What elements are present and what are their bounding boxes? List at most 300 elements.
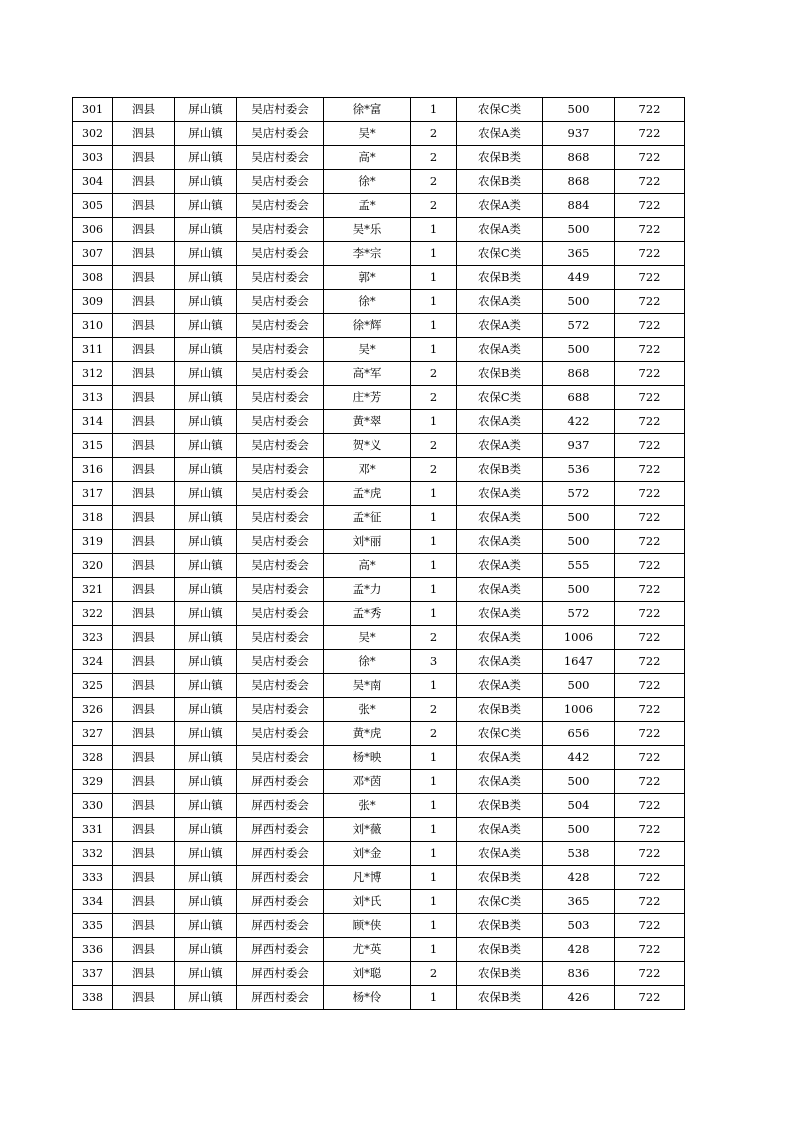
person-name-cell: 孟* <box>324 194 411 218</box>
insurance-category-cell: 农保A类 <box>457 218 543 242</box>
village-committee-cell: 屏西村委会 <box>237 842 324 866</box>
village-committee-cell: 屏西村委会 <box>237 794 324 818</box>
village-committee-cell: 吴店村委会 <box>237 362 324 386</box>
insurance-category-cell: 农保A类 <box>457 122 543 146</box>
standard-cell: 722 <box>615 242 685 266</box>
standard-cell: 722 <box>615 314 685 338</box>
standard-cell: 722 <box>615 770 685 794</box>
village-committee-cell: 吴店村委会 <box>237 506 324 530</box>
town-cell: 屏山镇 <box>175 650 237 674</box>
county-cell: 泗县 <box>113 194 175 218</box>
amount-cell: 428 <box>543 938 615 962</box>
household-size-cell: 1 <box>411 338 457 362</box>
village-committee-cell: 吴店村委会 <box>237 530 324 554</box>
table-row <box>73 458 685 482</box>
person-name-cell: 孟*力 <box>324 578 411 602</box>
insurance-category-cell: 农保A类 <box>457 314 543 338</box>
standard-cell: 722 <box>615 194 685 218</box>
county-cell: 泗县 <box>113 218 175 242</box>
town-cell: 屏山镇 <box>175 698 237 722</box>
standard-cell: 722 <box>615 698 685 722</box>
person-name-cell: 杨*伶 <box>324 986 411 1010</box>
row-number-cell: 306 <box>73 218 113 242</box>
table-body <box>73 98 685 1010</box>
household-size-cell: 1 <box>411 866 457 890</box>
row-number-cell: 304 <box>73 170 113 194</box>
person-name-cell: 刘*氏 <box>324 890 411 914</box>
person-name-cell: 杨*映 <box>324 746 411 770</box>
county-cell: 泗县 <box>113 98 175 122</box>
county-cell: 泗县 <box>113 986 175 1010</box>
town-cell: 屏山镇 <box>175 122 237 146</box>
village-committee-cell: 吴店村委会 <box>237 698 324 722</box>
insurance-category-cell: 农保C类 <box>457 722 543 746</box>
table-row <box>73 530 685 554</box>
household-size-cell: 1 <box>411 410 457 434</box>
standard-cell: 722 <box>615 98 685 122</box>
county-cell: 泗县 <box>113 506 175 530</box>
household-size-cell: 3 <box>411 650 457 674</box>
town-cell: 屏山镇 <box>175 338 237 362</box>
town-cell: 屏山镇 <box>175 770 237 794</box>
person-name-cell: 孟*秀 <box>324 602 411 626</box>
row-number-cell: 326 <box>73 698 113 722</box>
table-row <box>73 98 685 122</box>
amount-cell: 442 <box>543 746 615 770</box>
amount-cell: 500 <box>543 506 615 530</box>
standard-cell: 722 <box>615 626 685 650</box>
town-cell: 屏山镇 <box>175 314 237 338</box>
table-row <box>73 242 685 266</box>
household-size-cell: 1 <box>411 290 457 314</box>
village-committee-cell: 屏西村委会 <box>237 938 324 962</box>
village-committee-cell: 吴店村委会 <box>237 122 324 146</box>
town-cell: 屏山镇 <box>175 170 237 194</box>
town-cell: 屏山镇 <box>175 722 237 746</box>
amount-cell: 868 <box>543 146 615 170</box>
village-committee-cell: 吴店村委会 <box>237 146 324 170</box>
village-committee-cell: 吴店村委会 <box>237 194 324 218</box>
town-cell: 屏山镇 <box>175 938 237 962</box>
village-committee-cell: 吴店村委会 <box>237 386 324 410</box>
person-name-cell: 孟*征 <box>324 506 411 530</box>
insurance-category-cell: 农保C类 <box>457 386 543 410</box>
household-size-cell: 1 <box>411 578 457 602</box>
amount-cell: 365 <box>543 890 615 914</box>
person-name-cell: 吴* <box>324 626 411 650</box>
standard-cell: 722 <box>615 986 685 1010</box>
village-committee-cell: 吴店村委会 <box>237 626 324 650</box>
town-cell: 屏山镇 <box>175 746 237 770</box>
row-number-cell: 308 <box>73 266 113 290</box>
town-cell: 屏山镇 <box>175 602 237 626</box>
row-number-cell: 334 <box>73 890 113 914</box>
insurance-category-cell: 农保C类 <box>457 242 543 266</box>
county-cell: 泗县 <box>113 122 175 146</box>
person-name-cell: 邓* <box>324 458 411 482</box>
amount-cell: 536 <box>543 458 615 482</box>
town-cell: 屏山镇 <box>175 218 237 242</box>
table-row <box>73 170 685 194</box>
table-row <box>73 938 685 962</box>
county-cell: 泗县 <box>113 818 175 842</box>
county-cell: 泗县 <box>113 290 175 314</box>
insurance-category-cell: 农保B类 <box>457 698 543 722</box>
row-number-cell: 328 <box>73 746 113 770</box>
table-row <box>73 602 685 626</box>
town-cell: 屏山镇 <box>175 146 237 170</box>
amount-cell: 500 <box>543 818 615 842</box>
table-row <box>73 962 685 986</box>
standard-cell: 722 <box>615 410 685 434</box>
household-size-cell: 1 <box>411 986 457 1010</box>
household-size-cell: 1 <box>411 218 457 242</box>
county-cell: 泗县 <box>113 722 175 746</box>
household-size-cell: 1 <box>411 506 457 530</box>
insurance-category-cell: 农保A类 <box>457 770 543 794</box>
town-cell: 屏山镇 <box>175 890 237 914</box>
table-row <box>73 914 685 938</box>
amount-cell: 1647 <box>543 650 615 674</box>
row-number-cell: 313 <box>73 386 113 410</box>
county-cell: 泗县 <box>113 770 175 794</box>
insurance-category-cell: 农保B类 <box>457 914 543 938</box>
household-size-cell: 1 <box>411 266 457 290</box>
town-cell: 屏山镇 <box>175 506 237 530</box>
table-row <box>73 146 685 170</box>
village-committee-cell: 吴店村委会 <box>237 266 324 290</box>
table-row <box>73 818 685 842</box>
household-size-cell: 1 <box>411 794 457 818</box>
standard-cell: 722 <box>615 650 685 674</box>
county-cell: 泗县 <box>113 410 175 434</box>
town-cell: 屏山镇 <box>175 458 237 482</box>
standard-cell: 722 <box>615 530 685 554</box>
insurance-category-cell: 农保A类 <box>457 554 543 578</box>
person-name-cell: 吴*南 <box>324 674 411 698</box>
county-cell: 泗县 <box>113 578 175 602</box>
amount-cell: 1006 <box>543 698 615 722</box>
person-name-cell: 刘*薇 <box>324 818 411 842</box>
county-cell: 泗县 <box>113 962 175 986</box>
village-committee-cell: 屏西村委会 <box>237 914 324 938</box>
person-name-cell: 徐*辉 <box>324 314 411 338</box>
town-cell: 屏山镇 <box>175 362 237 386</box>
amount-cell: 449 <box>543 266 615 290</box>
row-number-cell: 301 <box>73 98 113 122</box>
row-number-cell: 317 <box>73 482 113 506</box>
table-row <box>73 506 685 530</box>
household-size-cell: 1 <box>411 818 457 842</box>
standard-cell: 722 <box>615 362 685 386</box>
standard-cell: 722 <box>615 842 685 866</box>
person-name-cell: 吴*乐 <box>324 218 411 242</box>
table-row <box>73 362 685 386</box>
village-committee-cell: 吴店村委会 <box>237 338 324 362</box>
standard-cell: 722 <box>615 794 685 818</box>
household-size-cell: 2 <box>411 458 457 482</box>
village-committee-cell: 吴店村委会 <box>237 650 324 674</box>
household-size-cell: 1 <box>411 314 457 338</box>
town-cell: 屏山镇 <box>175 986 237 1010</box>
standard-cell: 722 <box>615 866 685 890</box>
person-name-cell: 凡*博 <box>324 866 411 890</box>
amount-cell: 688 <box>543 386 615 410</box>
town-cell: 屏山镇 <box>175 98 237 122</box>
insurance-category-cell: 农保A类 <box>457 818 543 842</box>
person-name-cell: 黄*虎 <box>324 722 411 746</box>
insurance-category-cell: 农保A类 <box>457 410 543 434</box>
row-number-cell: 322 <box>73 602 113 626</box>
household-size-cell: 2 <box>411 698 457 722</box>
table-row <box>73 698 685 722</box>
insurance-category-cell: 农保B类 <box>457 866 543 890</box>
table-row <box>73 554 685 578</box>
household-size-cell: 2 <box>411 194 457 218</box>
county-cell: 泗县 <box>113 938 175 962</box>
standard-cell: 722 <box>615 746 685 770</box>
table-row <box>73 218 685 242</box>
village-committee-cell: 吴店村委会 <box>237 674 324 698</box>
row-number-cell: 314 <box>73 410 113 434</box>
amount-cell: 572 <box>543 482 615 506</box>
household-size-cell: 1 <box>411 602 457 626</box>
amount-cell: 422 <box>543 410 615 434</box>
household-size-cell: 1 <box>411 482 457 506</box>
amount-cell: 500 <box>543 290 615 314</box>
household-size-cell: 1 <box>411 530 457 554</box>
row-number-cell: 324 <box>73 650 113 674</box>
person-name-cell: 徐* <box>324 170 411 194</box>
village-committee-cell: 吴店村委会 <box>237 242 324 266</box>
county-cell: 泗县 <box>113 242 175 266</box>
town-cell: 屏山镇 <box>175 962 237 986</box>
row-number-cell: 333 <box>73 866 113 890</box>
table-row <box>73 842 685 866</box>
town-cell: 屏山镇 <box>175 386 237 410</box>
row-number-cell: 305 <box>73 194 113 218</box>
town-cell: 屏山镇 <box>175 530 237 554</box>
amount-cell: 868 <box>543 362 615 386</box>
household-size-cell: 2 <box>411 626 457 650</box>
person-name-cell: 邓*茵 <box>324 770 411 794</box>
person-name-cell: 吴* <box>324 122 411 146</box>
insurance-category-cell: 农保B类 <box>457 266 543 290</box>
roster-table <box>72 97 685 1010</box>
row-number-cell: 327 <box>73 722 113 746</box>
amount-cell: 426 <box>543 986 615 1010</box>
person-name-cell: 刘*金 <box>324 842 411 866</box>
town-cell: 屏山镇 <box>175 794 237 818</box>
county-cell: 泗县 <box>113 482 175 506</box>
standard-cell: 722 <box>615 386 685 410</box>
row-number-cell: 335 <box>73 914 113 938</box>
person-name-cell: 徐* <box>324 290 411 314</box>
village-committee-cell: 吴店村委会 <box>237 410 324 434</box>
row-number-cell: 315 <box>73 434 113 458</box>
county-cell: 泗县 <box>113 890 175 914</box>
village-committee-cell: 吴店村委会 <box>237 314 324 338</box>
amount-cell: 428 <box>543 866 615 890</box>
row-number-cell: 309 <box>73 290 113 314</box>
amount-cell: 868 <box>543 170 615 194</box>
county-cell: 泗县 <box>113 530 175 554</box>
town-cell: 屏山镇 <box>175 842 237 866</box>
household-size-cell: 1 <box>411 98 457 122</box>
village-committee-cell: 屏西村委会 <box>237 962 324 986</box>
person-name-cell: 李*宗 <box>324 242 411 266</box>
table-row <box>73 410 685 434</box>
town-cell: 屏山镇 <box>175 866 237 890</box>
household-size-cell: 2 <box>411 722 457 746</box>
household-size-cell: 1 <box>411 770 457 794</box>
insurance-category-cell: 农保A类 <box>457 842 543 866</box>
village-committee-cell: 屏西村委会 <box>237 770 324 794</box>
county-cell: 泗县 <box>113 602 175 626</box>
household-size-cell: 1 <box>411 914 457 938</box>
town-cell: 屏山镇 <box>175 194 237 218</box>
row-number-cell: 330 <box>73 794 113 818</box>
household-size-cell: 1 <box>411 554 457 578</box>
row-number-cell: 321 <box>73 578 113 602</box>
insurance-category-cell: 农保C类 <box>457 890 543 914</box>
table-row <box>73 626 685 650</box>
table-row <box>73 746 685 770</box>
table-row <box>73 290 685 314</box>
amount-cell: 504 <box>543 794 615 818</box>
person-name-cell: 徐* <box>324 650 411 674</box>
person-name-cell: 顾*侠 <box>324 914 411 938</box>
household-size-cell: 1 <box>411 674 457 698</box>
row-number-cell: 323 <box>73 626 113 650</box>
town-cell: 屏山镇 <box>175 482 237 506</box>
amount-cell: 937 <box>543 434 615 458</box>
row-number-cell: 320 <box>73 554 113 578</box>
household-size-cell: 1 <box>411 746 457 770</box>
household-size-cell: 2 <box>411 146 457 170</box>
household-size-cell: 2 <box>411 170 457 194</box>
county-cell: 泗县 <box>113 434 175 458</box>
insurance-category-cell: 农保A类 <box>457 434 543 458</box>
county-cell: 泗县 <box>113 866 175 890</box>
table-row <box>73 338 685 362</box>
village-committee-cell: 吴店村委会 <box>237 170 324 194</box>
village-committee-cell: 屏西村委会 <box>237 866 324 890</box>
amount-cell: 500 <box>543 98 615 122</box>
amount-cell: 555 <box>543 554 615 578</box>
household-size-cell: 2 <box>411 386 457 410</box>
amount-cell: 500 <box>543 218 615 242</box>
standard-cell: 722 <box>615 602 685 626</box>
county-cell: 泗县 <box>113 650 175 674</box>
table-row <box>73 770 685 794</box>
town-cell: 屏山镇 <box>175 242 237 266</box>
table-row <box>73 122 685 146</box>
standard-cell: 722 <box>615 914 685 938</box>
amount-cell: 500 <box>543 770 615 794</box>
standard-cell: 722 <box>615 578 685 602</box>
table-row <box>73 794 685 818</box>
table-row <box>73 866 685 890</box>
row-number-cell: 312 <box>73 362 113 386</box>
table-row <box>73 578 685 602</box>
person-name-cell: 黄*翠 <box>324 410 411 434</box>
village-committee-cell: 吴店村委会 <box>237 482 324 506</box>
insurance-category-cell: 农保A类 <box>457 194 543 218</box>
person-name-cell: 高* <box>324 554 411 578</box>
amount-cell: 500 <box>543 530 615 554</box>
row-number-cell: 303 <box>73 146 113 170</box>
county-cell: 泗县 <box>113 674 175 698</box>
person-name-cell: 孟*虎 <box>324 482 411 506</box>
standard-cell: 722 <box>615 338 685 362</box>
table-row <box>73 482 685 506</box>
insurance-category-cell: 农保B类 <box>457 146 543 170</box>
village-committee-cell: 屏西村委会 <box>237 986 324 1010</box>
row-number-cell: 302 <box>73 122 113 146</box>
standard-cell: 722 <box>615 218 685 242</box>
insurance-category-cell: 农保A类 <box>457 674 543 698</box>
village-committee-cell: 吴店村委会 <box>237 746 324 770</box>
insurance-category-cell: 农保A类 <box>457 602 543 626</box>
table-row <box>73 194 685 218</box>
county-cell: 泗县 <box>113 626 175 650</box>
county-cell: 泗县 <box>113 266 175 290</box>
row-number-cell: 316 <box>73 458 113 482</box>
amount-cell: 503 <box>543 914 615 938</box>
standard-cell: 722 <box>615 554 685 578</box>
county-cell: 泗县 <box>113 146 175 170</box>
row-number-cell: 307 <box>73 242 113 266</box>
standard-cell: 722 <box>615 482 685 506</box>
standard-cell: 722 <box>615 266 685 290</box>
person-name-cell: 刘*聪 <box>324 962 411 986</box>
town-cell: 屏山镇 <box>175 626 237 650</box>
household-size-cell: 2 <box>411 122 457 146</box>
person-name-cell: 吴* <box>324 338 411 362</box>
amount-cell: 1006 <box>543 626 615 650</box>
county-cell: 泗县 <box>113 794 175 818</box>
person-name-cell: 张* <box>324 794 411 818</box>
person-name-cell: 高*军 <box>324 362 411 386</box>
row-number-cell: 337 <box>73 962 113 986</box>
standard-cell: 722 <box>615 122 685 146</box>
insurance-category-cell: 农保B类 <box>457 938 543 962</box>
insurance-category-cell: 农保B类 <box>457 986 543 1010</box>
household-size-cell: 2 <box>411 434 457 458</box>
insurance-category-cell: 农保A类 <box>457 290 543 314</box>
village-committee-cell: 吴店村委会 <box>237 602 324 626</box>
insurance-category-cell: 农保A类 <box>457 746 543 770</box>
amount-cell: 836 <box>543 962 615 986</box>
county-cell: 泗县 <box>113 386 175 410</box>
row-number-cell: 331 <box>73 818 113 842</box>
insurance-category-cell: 农保B类 <box>457 362 543 386</box>
county-cell: 泗县 <box>113 362 175 386</box>
table-row <box>73 386 685 410</box>
village-committee-cell: 吴店村委会 <box>237 98 324 122</box>
person-name-cell: 徐*富 <box>324 98 411 122</box>
person-name-cell: 庄*芳 <box>324 386 411 410</box>
standard-cell: 722 <box>615 506 685 530</box>
amount-cell: 656 <box>543 722 615 746</box>
town-cell: 屏山镇 <box>175 818 237 842</box>
row-number-cell: 338 <box>73 986 113 1010</box>
amount-cell: 500 <box>543 578 615 602</box>
table-row <box>73 986 685 1010</box>
row-number-cell: 329 <box>73 770 113 794</box>
town-cell: 屏山镇 <box>175 554 237 578</box>
